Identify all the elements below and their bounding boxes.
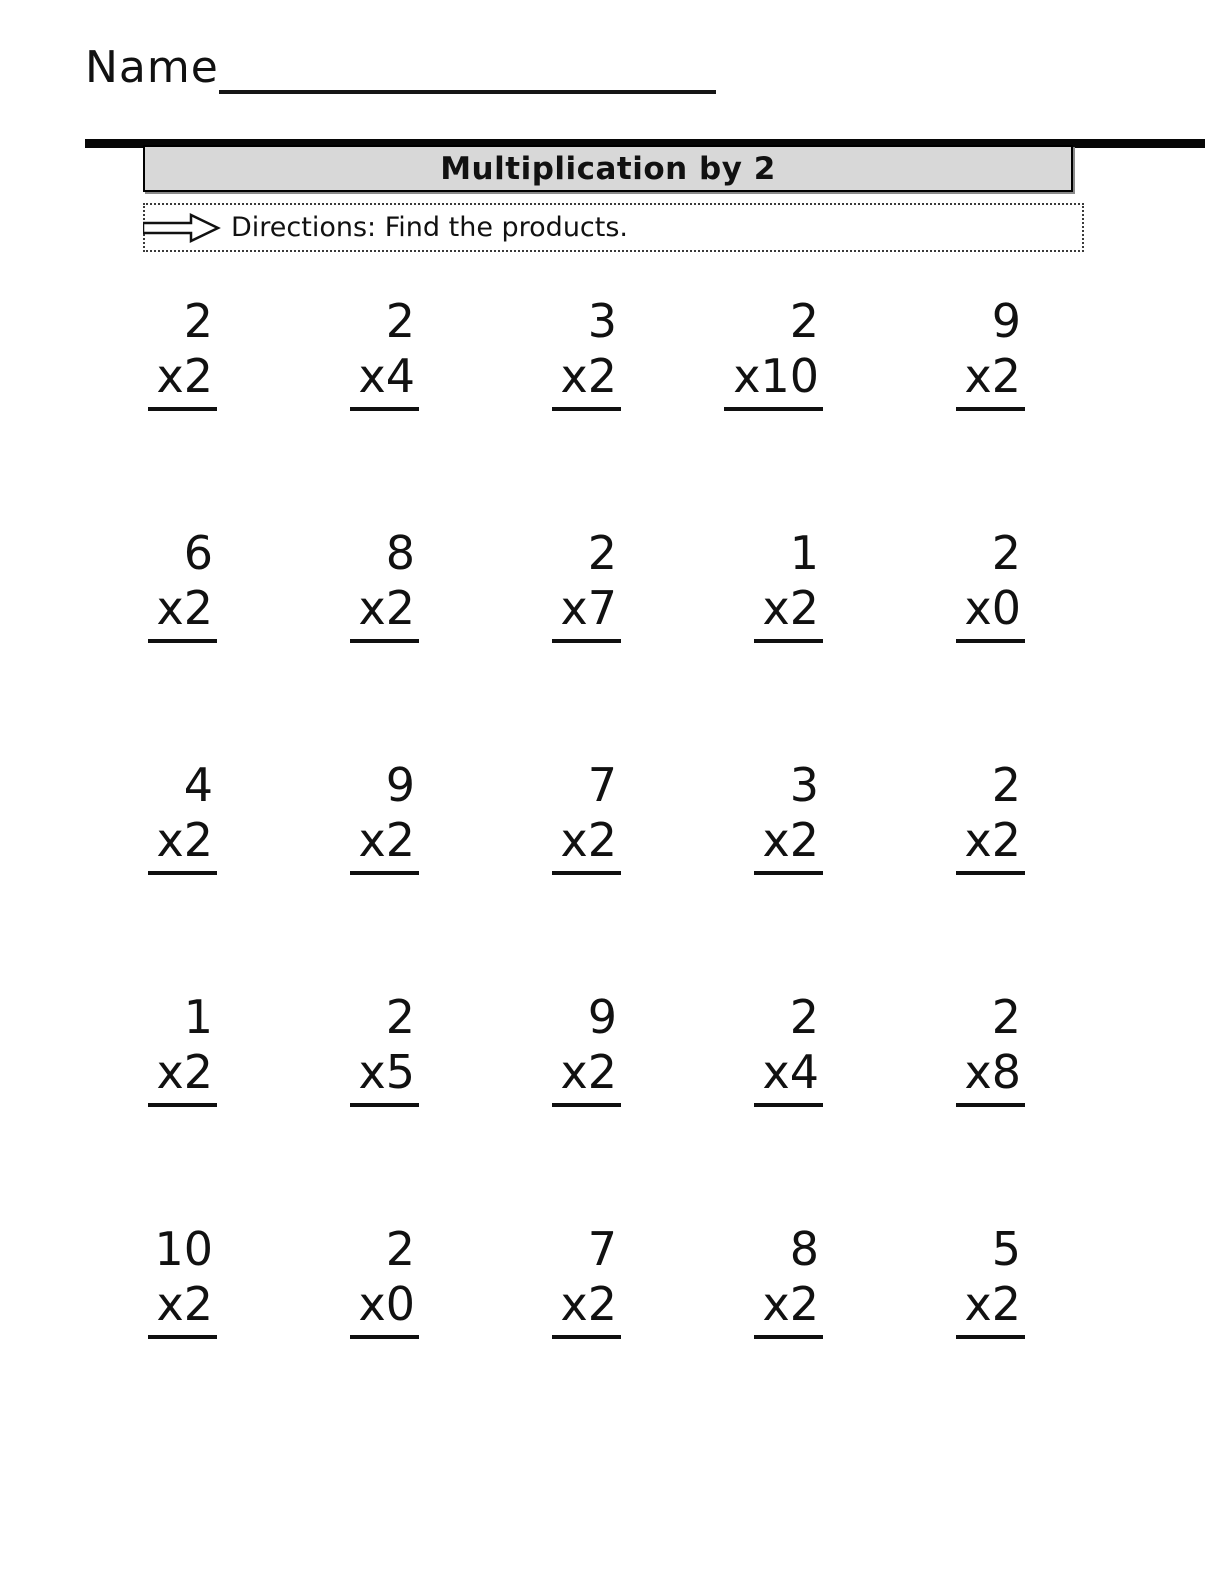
worksheet-title: Multiplication by 2 (440, 150, 776, 187)
bottom-operand-line (956, 349, 1026, 411)
bottom-operand-line (754, 1277, 824, 1339)
bottom-operand-line (148, 1045, 218, 1107)
top-operand: 2 (991, 758, 1021, 812)
multiplier-operand: x2 (754, 581, 824, 643)
top-operand: 3 (789, 758, 819, 812)
problem-cell-r4c4 (754, 990, 834, 1107)
bottom-operand-line (724, 349, 823, 411)
problem-cell-r2c2 (350, 526, 430, 643)
multiplier-operand: x2 (350, 813, 420, 875)
problem-cell-r5c1 (148, 1222, 228, 1339)
top-operand: 5 (991, 1222, 1021, 1276)
problem-cell-r4c1 (148, 990, 228, 1107)
multiplier-operand: x2 (148, 813, 218, 875)
title-bar (143, 145, 1073, 192)
problem-cell-r5c4 (754, 1222, 834, 1339)
bottom-operand-line (552, 1045, 622, 1107)
bottom-operand-line (350, 581, 420, 643)
name-row (85, 42, 716, 94)
problem-cell-r5c2 (350, 1222, 430, 1339)
problem-cell-r4c3 (552, 990, 632, 1107)
bottom-operand-line (754, 1045, 824, 1107)
top-operand: 3 (587, 294, 617, 348)
bottom-operand-line (148, 349, 218, 411)
problem-cell-r2c5 (956, 526, 1036, 643)
top-operand: 9 (385, 758, 415, 812)
top-operand: 2 (587, 526, 617, 580)
multiplier-operand: x2 (552, 1045, 622, 1107)
multiplier-operand: x2 (552, 349, 622, 411)
bottom-operand-line (956, 581, 1026, 643)
multiplier-operand: x2 (148, 1045, 218, 1107)
multiplier-operand: x10 (724, 349, 823, 411)
bottom-operand-line (956, 1045, 1026, 1107)
top-operand: 2 (385, 1222, 415, 1276)
top-operand: 8 (789, 1222, 819, 1276)
problem-cell-r3c3 (552, 758, 632, 875)
multiplier-operand: x8 (956, 1045, 1026, 1107)
bottom-operand-line (552, 349, 622, 411)
directions-text: Directions: Find the products. (231, 212, 629, 243)
problem-cell-r4c5 (956, 990, 1036, 1107)
multiplier-operand: x2 (552, 813, 622, 875)
top-operand: 9 (587, 990, 617, 1044)
multiplier-operand: x2 (552, 1277, 622, 1339)
top-operand: 1 (789, 526, 819, 580)
bottom-operand-line (350, 1277, 420, 1339)
problem-cell-r5c3 (552, 1222, 632, 1339)
name-label: Name (85, 42, 219, 93)
problem-cell-r1c3 (552, 294, 632, 411)
top-operand: 7 (587, 758, 617, 812)
multiplier-operand: x2 (350, 581, 420, 643)
top-operand: 1 (183, 990, 213, 1044)
problem-cell-r2c4 (754, 526, 834, 643)
top-operand: 2 (789, 990, 819, 1044)
multiplier-operand: x2 (956, 1277, 1026, 1339)
directions-box (143, 203, 1084, 252)
bottom-operand-line (350, 349, 420, 411)
multiplier-operand: x4 (350, 349, 420, 411)
bottom-operand-line (552, 581, 622, 643)
top-operand: 9 (991, 294, 1021, 348)
top-operand: 6 (183, 526, 213, 580)
top-operand: 2 (991, 990, 1021, 1044)
top-operand: 4 (183, 758, 213, 812)
bottom-operand-line (552, 1277, 622, 1339)
name-blank-line (219, 48, 716, 94)
top-operand: 2 (385, 990, 415, 1044)
multiplier-operand: x5 (350, 1045, 420, 1107)
multiplier-operand: x0 (956, 581, 1026, 643)
right-arrow-icon (143, 212, 221, 244)
problem-cell-r5c5 (956, 1222, 1036, 1339)
multiplier-operand: x2 (148, 581, 218, 643)
bottom-operand-line (552, 813, 622, 875)
multiplier-operand: x2 (148, 1277, 218, 1339)
bottom-operand-line (350, 1045, 420, 1107)
problem-cell-r3c1 (148, 758, 228, 875)
multiplier-operand: x0 (350, 1277, 420, 1339)
top-operand: 2 (991, 526, 1021, 580)
multiplier-operand: x2 (956, 349, 1026, 411)
bottom-operand-line (350, 813, 420, 875)
top-operand: 7 (587, 1222, 617, 1276)
problem-cell-r1c2 (350, 294, 430, 411)
top-operand: 2 (183, 294, 213, 348)
multiplier-operand: x2 (956, 813, 1026, 875)
problem-cell-r4c2 (350, 990, 430, 1107)
bottom-operand-line (956, 813, 1026, 875)
problem-cell-r2c3 (552, 526, 632, 643)
bottom-operand-line (148, 1277, 218, 1339)
problem-cell-r2c1 (148, 526, 228, 643)
bottom-operand-line (754, 813, 824, 875)
bottom-operand-line (754, 581, 824, 643)
problem-cell-r3c5 (956, 758, 1036, 875)
top-operand: 10 (154, 1222, 213, 1276)
problem-cell-r1c4 (724, 294, 833, 411)
problem-cell-r3c2 (350, 758, 430, 875)
problem-cell-r1c5 (956, 294, 1036, 411)
top-operand: 2 (789, 294, 819, 348)
top-operand: 8 (385, 526, 415, 580)
bottom-operand-line (148, 813, 218, 875)
problem-cell-r3c4 (754, 758, 834, 875)
multiplier-operand: x4 (754, 1045, 824, 1107)
multiplier-operand: x7 (552, 581, 622, 643)
multiplier-operand: x2 (754, 813, 824, 875)
problem-cell-r1c1 (148, 294, 228, 411)
top-operand: 2 (385, 294, 415, 348)
problems-grid (25, 294, 1035, 1339)
multiplier-operand: x2 (148, 349, 218, 411)
bottom-operand-line (956, 1277, 1026, 1339)
bottom-operand-line (148, 581, 218, 643)
multiplier-operand: x2 (754, 1277, 824, 1339)
